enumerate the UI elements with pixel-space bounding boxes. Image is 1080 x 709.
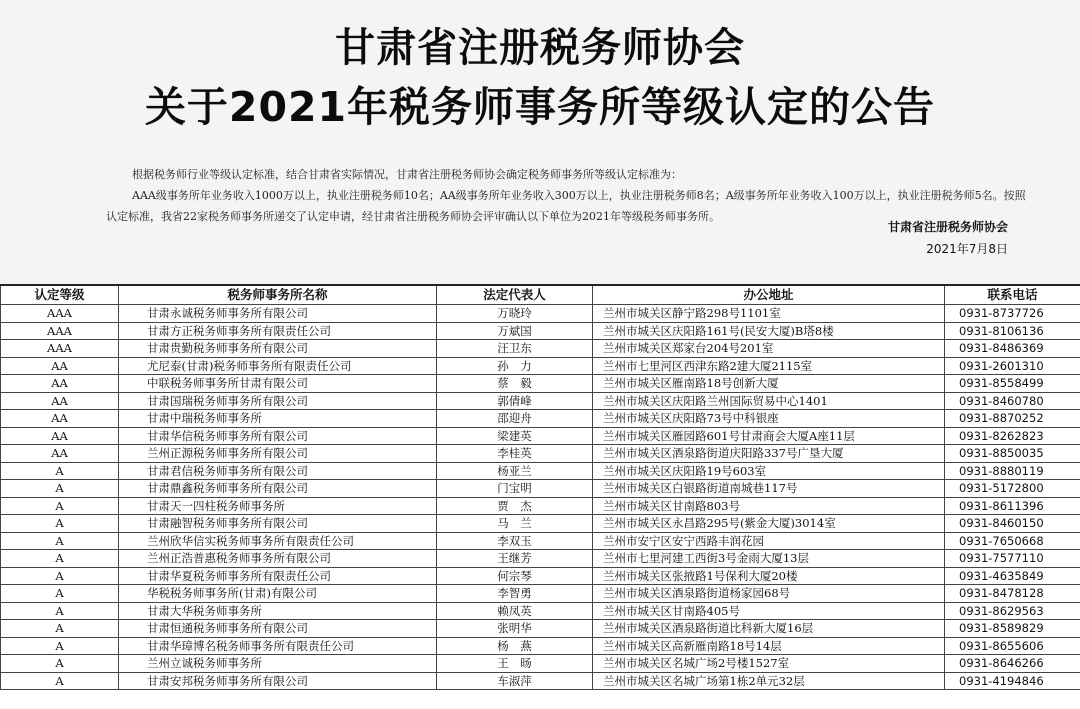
cell-representative: 李双玉 [437, 532, 593, 550]
table-row [1, 445, 1080, 463]
cell-level: AAA [1, 340, 119, 358]
cell-address: 兰州市城关区郑家台204号201室 [593, 340, 945, 358]
cell-firm-name: 华税税务师事务所(甘肃)有限公司 [119, 585, 437, 603]
cell-address: 兰州市城关区酒泉路街道杨家园68号 [593, 585, 945, 603]
table-row [1, 637, 1080, 655]
cell-representative: 杨亚兰 [437, 462, 593, 480]
table-row [1, 602, 1080, 620]
cell-address: 兰州市城关区庆阳路161号(民安大厦)B塔8楼 [593, 322, 945, 340]
cell-firm-name: 甘肃君信税务师事务所有限公司 [119, 462, 437, 480]
cell-phone: 0931-8850035 [945, 445, 1080, 463]
table-row [1, 515, 1080, 533]
cell-address: 兰州市七里河建工西街3号金雨大厦13层 [593, 550, 945, 568]
cell-firm-name: 甘肃大华税务师事务所 [119, 602, 437, 620]
table-body [1, 305, 1080, 690]
cell-representative: 马 兰 [437, 515, 593, 533]
cell-address: 兰州市七里河区西津东路2建大厦2115室 [593, 357, 945, 375]
cell-firm-name: 甘肃国瑞税务师事务所有限公司 [119, 392, 437, 410]
cell-representative: 李桂英 [437, 445, 593, 463]
cell-firm-name: 甘肃鼎鑫税务师事务所有限公司 [119, 480, 437, 498]
cell-phone: 0931-7650668 [945, 532, 1080, 550]
cell-level: A [1, 655, 119, 673]
cell-level: AAA [1, 322, 119, 340]
column-header-level: 认定等级 [1, 285, 119, 305]
cell-address: 兰州市城关区雁南路18号创新大厦 [593, 375, 945, 393]
cell-firm-name: 甘肃方正税务师事务所有限责任公司 [119, 322, 437, 340]
cell-firm-name: 兰州欣华信实税务师事务所有限责任公司 [119, 532, 437, 550]
table-row [1, 480, 1080, 498]
cell-level: A [1, 515, 119, 533]
column-header-address: 办公地址 [593, 285, 945, 305]
cell-phone: 0931-8106136 [945, 322, 1080, 340]
table-row [1, 567, 1080, 585]
table-row [1, 357, 1080, 375]
table-row [1, 532, 1080, 550]
cell-level: A [1, 462, 119, 480]
table-row [1, 550, 1080, 568]
table-row [1, 375, 1080, 393]
cell-representative: 蔡 毅 [437, 375, 593, 393]
page-title: 甘肃省注册税务师协会 [335, 25, 745, 71]
cell-address: 兰州市城关区酒泉路街道比科新大厦16层 [593, 620, 945, 638]
column-header-representative: 法定代表人 [437, 285, 593, 305]
cell-phone: 0931-8870252 [945, 410, 1080, 428]
cell-phone: 0931-8558499 [945, 375, 1080, 393]
cell-firm-name: 兰州正浩普惠税务师事务所有限公司 [119, 550, 437, 568]
cell-address: 兰州市城关区静宁路298号1101室 [593, 305, 945, 323]
cell-level: A [1, 602, 119, 620]
table-row [1, 462, 1080, 480]
cell-level: A [1, 637, 119, 655]
cell-firm-name: 兰州正源税务师事务所有限公司 [119, 445, 437, 463]
cell-phone: 0931-5172800 [945, 480, 1080, 498]
cell-firm-name: 甘肃华信税务师事务所有限公司 [119, 427, 437, 445]
cell-firm-name: 甘肃永诚税务师事务所有限公司 [119, 305, 437, 323]
cell-level: A [1, 567, 119, 585]
cell-representative: 梁建英 [437, 427, 593, 445]
cell-representative: 杨 燕 [437, 637, 593, 655]
cell-representative: 郭倩峰 [437, 392, 593, 410]
cell-level: AA [1, 427, 119, 445]
cell-address: 兰州市城关区甘南路405号 [593, 602, 945, 620]
notice-date: 2021年7月8日 [926, 242, 1008, 256]
cell-phone: 0931-8880119 [945, 462, 1080, 480]
cell-level: A [1, 497, 119, 515]
cell-representative: 张明华 [437, 620, 593, 638]
cell-representative: 王继芳 [437, 550, 593, 568]
cell-phone: 0931-8611396 [945, 497, 1080, 515]
cell-firm-name: 尤尼泰(甘肃)税务师事务所有限责任公司 [119, 357, 437, 375]
cell-phone: 0931-8655606 [945, 637, 1080, 655]
cell-address: 兰州市城关区永昌路295号(紫金大厦)3014室 [593, 515, 945, 533]
cell-level: A [1, 585, 119, 603]
notice-paragraph-1: 根据税务师行业等级认定标准，结合甘肃省实际情况，甘肃省注册税务师协会确定税务师事务所等级认定标准为： [132, 168, 682, 181]
cell-level: AA [1, 410, 119, 428]
notice-header [0, 0, 1080, 284]
cell-firm-name: 中联税务师事务所甘肃有限公司 [119, 375, 437, 393]
cell-representative: 孙 力 [437, 357, 593, 375]
table-row [1, 305, 1080, 323]
notice-paragraph-2: AAA级事务所年业务收入1000万以上，执业注册税务师10名；AA级事务所年业务收入300万以上，执业注册税务师8名；A级事务所年业务收入100万以上，执业注册税务师5名。按照认定标准，我省22家税务师事务所递交了认定申请，经甘肃省注册税务师协会评审确认以下单位为2021年等级税务师事务所。 [106, 189, 1026, 223]
cell-address: 兰州市城关区名城广场2号楼1527室 [593, 655, 945, 673]
firm-table [0, 284, 1080, 690]
cell-phone: 0931-2601310 [945, 357, 1080, 375]
cell-address: 兰州市城关区酒泉路街道庆阳路337号广垦大厦 [593, 445, 945, 463]
cell-address: 兰州市城关区张掖路1号保利大厦20楼 [593, 567, 945, 585]
cell-address: 兰州市城关区甘南路803号 [593, 497, 945, 515]
cell-phone: 0931-8460780 [945, 392, 1080, 410]
cell-level: AA [1, 357, 119, 375]
cell-address: 兰州市城关区庆阳路19号603室 [593, 462, 945, 480]
cell-phone: 0931-8629563 [945, 602, 1080, 620]
cell-firm-name: 甘肃恒通税务师事务所有限公司 [119, 620, 437, 638]
signature: 甘肃省注册税务师协会 [887, 220, 1008, 234]
cell-address: 兰州市城关区雁园路601号甘肃商会大厦A座11层 [593, 427, 945, 445]
table-row [1, 322, 1080, 340]
table-row [1, 672, 1080, 690]
cell-level: AA [1, 445, 119, 463]
cell-level: A [1, 532, 119, 550]
table-header-row [1, 285, 1080, 305]
cell-level: A [1, 550, 119, 568]
table-row [1, 655, 1080, 673]
cell-phone: 0931-7577110 [945, 550, 1080, 568]
cell-firm-name: 兰州立诚税务师事务所 [119, 655, 437, 673]
table-row [1, 585, 1080, 603]
cell-firm-name: 甘肃安邦税务师事务所有限公司 [119, 672, 437, 690]
cell-representative: 赖凤英 [437, 602, 593, 620]
cell-representative: 门宝明 [437, 480, 593, 498]
cell-level: A [1, 672, 119, 690]
cell-phone: 0931-8262823 [945, 427, 1080, 445]
table-row [1, 340, 1080, 358]
cell-phone: 0931-8737726 [945, 305, 1080, 323]
page-subtitle: 关于2021年税务师事务所等级认定的公告 [144, 83, 936, 131]
cell-representative: 何宗琴 [437, 567, 593, 585]
cell-firm-name: 甘肃天一四柱税务师事务所 [119, 497, 437, 515]
cell-level: AA [1, 375, 119, 393]
cell-level: A [1, 620, 119, 638]
cell-representative: 李智勇 [437, 585, 593, 603]
cell-phone: 0931-4635849 [945, 567, 1080, 585]
cell-representative: 汪卫东 [437, 340, 593, 358]
cell-level: AA [1, 392, 119, 410]
column-header-phone: 联系电话 [945, 285, 1080, 305]
table-row [1, 410, 1080, 428]
cell-representative: 万斌国 [437, 322, 593, 340]
cell-phone: 0931-8486369 [945, 340, 1080, 358]
cell-address: 兰州市城关区白银路街道南城巷117号 [593, 480, 945, 498]
cell-representative: 车淑萍 [437, 672, 593, 690]
cell-firm-name: 甘肃中瑞税务师事务所 [119, 410, 437, 428]
table-row [1, 427, 1080, 445]
table-row [1, 392, 1080, 410]
cell-representative: 贾 杰 [437, 497, 593, 515]
cell-phone: 0931-8460150 [945, 515, 1080, 533]
cell-level: AAA [1, 305, 119, 323]
table-row [1, 620, 1080, 638]
cell-phone: 0931-8478128 [945, 585, 1080, 603]
cell-address: 兰州市城关区庆阳路73号中科银座 [593, 410, 945, 428]
table-row [1, 497, 1080, 515]
cell-address: 兰州市城关区高新雁南路18号14层 [593, 637, 945, 655]
cell-firm-name: 甘肃华夏税务师事务所有限责任公司 [119, 567, 437, 585]
cell-phone: 0931-8646266 [945, 655, 1080, 673]
cell-level: A [1, 480, 119, 498]
cell-representative: 王 旸 [437, 655, 593, 673]
cell-address: 兰州市城关区庆阳路兰州国际贸易中心1401 [593, 392, 945, 410]
cell-address: 兰州市城关区名城广场第1栋2单元32层 [593, 672, 945, 690]
cell-representative: 万晓玲 [437, 305, 593, 323]
cell-address: 兰州市安宁区安宁西路丰润花园 [593, 532, 945, 550]
cell-firm-name: 甘肃贵勤税务师事务所有限公司 [119, 340, 437, 358]
cell-phone: 0931-4194846 [945, 672, 1080, 690]
column-header-name: 税务师事务所名称 [119, 285, 437, 305]
cell-firm-name: 甘肃融智税务师事务所有限公司 [119, 515, 437, 533]
cell-representative: 邵迎舟 [437, 410, 593, 428]
cell-firm-name: 甘肃华璋博名税务师事务所有限责任公司 [119, 637, 437, 655]
cell-phone: 0931-8589829 [945, 620, 1080, 638]
